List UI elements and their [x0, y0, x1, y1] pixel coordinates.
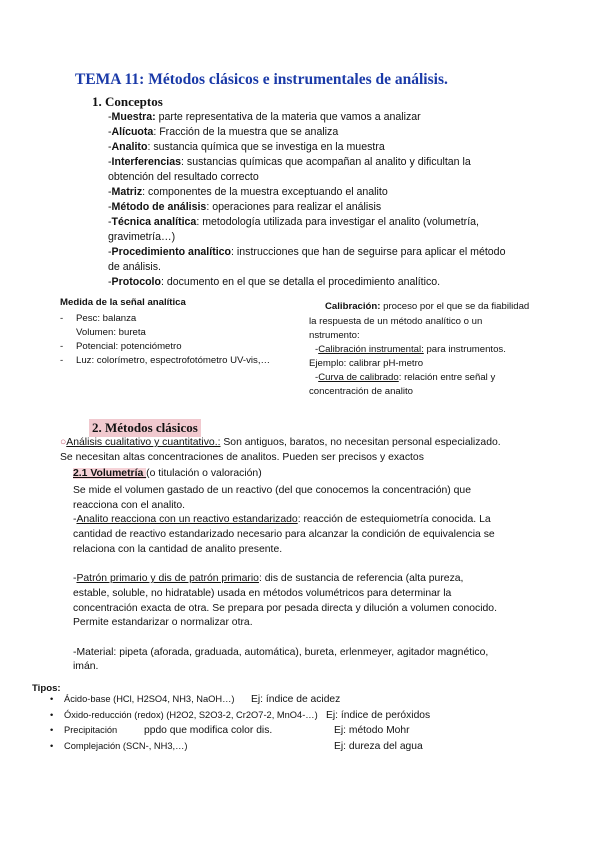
paragraph-line: estable, soluble, no hidratable) usada en métodos volumétricos para determinar la [73, 587, 452, 599]
paragraph-line: Se mide el volumen gastado de un reactivo (del que conocemos la concentración) que [73, 485, 471, 496]
paragraph-line: concentración exacta de otra. Se prepara por pesada directa y dilución a volumen conocido. [73, 602, 497, 614]
intro-line: Se necesitan altas concentraciones de analitos. Pueden ser precisos y exactos [60, 451, 424, 463]
list-item: -Técnica analítica: metodología utilizada para investigar el analito (volumetría, [108, 216, 479, 228]
medida-heading: Medida de la señal analítica [60, 297, 186, 308]
paragraph-line: cantidad de reactivo estandarizado necesario para alcanzar la condición de equivalencia se [73, 529, 495, 541]
list-item: -Alícuota: Fracción de la muestra que se analiza [108, 126, 339, 138]
list-item: -Protocolo: documento en el que se detalla el procedimiento analítico. [108, 276, 441, 288]
calibracion-line: nstrumento: [309, 330, 360, 341]
list-item: obtención del resultado correcto [108, 171, 259, 183]
list-item: - Potencial: potenciómetro [60, 341, 182, 352]
calibracion-definition: Calibración: proceso por el que se da fiabilidad [325, 301, 530, 312]
list-item: - Luz: colorímetro, espectrofotómetro UV-vis,… [60, 355, 271, 366]
paragraph-line: relaciona con la cantidad de analito presente. [73, 543, 283, 555]
tipos-list [50, 692, 430, 754]
list-item: -Interferencias: sustancias químicas que acompañan al analito y dificultan la [108, 156, 471, 168]
list-item: • Ácido-base (HCl, H2SO4, NH3, NaOH…) Ej: índice de acidez [50, 694, 341, 705]
list-item: -Analito: sustancia química que se investiga en la muestra [108, 141, 385, 153]
list-item: gravimetría…) [108, 231, 176, 243]
list-item: Volumen: bureta [76, 327, 146, 338]
list-item: -Muestra: parte representativa de la materia que vamos a analizar [108, 111, 421, 123]
volumetria-title: 2.1 Volumetría (o titulación o valoración) [73, 468, 262, 479]
paragraph-line: Permite estandarizar o normalizar otra. [73, 617, 253, 629]
calibracion-instrumental: -Calibración instrumental: para instrumentos. [315, 344, 506, 355]
volumetria-body [73, 484, 497, 675]
list-item: - Pesc: balanza [60, 313, 137, 324]
intro-line: ○Análisis cualitativo y cuantitativo.: Son antiguos, baratos, no necesitan personal especializado. [60, 437, 501, 448]
list-item: • Complejación (SCN-, NH3,…) Ej: dureza del agua [50, 740, 423, 752]
section-1-heading: 1. Conceptos [92, 94, 163, 109]
calibracion-block [309, 300, 529, 399]
concepts-list [108, 110, 505, 290]
paragraph-line: -Material: pipeta (aforada, graduada, automática), bureta, erlenmeyer, agitador magnético, [73, 646, 489, 658]
curva-calibrado-line: concentración de analito [309, 386, 414, 397]
paragraph-line: reacciona con el analito. [73, 499, 186, 511]
list-item: -Matriz: componentes de la muestra exceptuando el analito [108, 186, 388, 198]
paragraph-line: -Analito reacciona con un reactivo estandarizado: reacción de estequiometría conocida. La [73, 514, 491, 526]
list-item: de análisis. [108, 261, 161, 273]
list-item: • Precipitación ppdo que modifica color dis. Ej: método Mohr [50, 725, 410, 736]
list-item: • Óxido-reducción (redox) (H2O2, S2O3-2, Cr2O7-2, MnO4-…) Ej: índice de peróxidos [50, 709, 431, 721]
section-2-intro [60, 436, 501, 465]
section-2-heading: 2. Métodos clásicos [89, 419, 201, 437]
calibracion-ejemplo: Ejemplo: calibrar pH-metro [309, 358, 424, 369]
curva-calibrado: -Curva de calibrado: relación entre señal y [315, 372, 496, 383]
document-title: TEMA 11: Métodos clásicos e instrumentales de análisis. [75, 71, 448, 88]
list-item: -Método de análisis: operaciones para realizar el análisis [108, 201, 382, 213]
calibracion-line: la respuesta de un método analítico o un [309, 316, 483, 327]
paragraph-line: imán. [73, 661, 99, 673]
tipos-heading: Tipos: [32, 683, 61, 694]
list-item: -Procedimiento analítico: instrucciones que han de seguirse para aplicar el método [108, 246, 506, 258]
paragraph-line: -Patrón primario y dis de patrón primario: dis de sustancia de referencia (alta pureza, [73, 573, 464, 585]
medida-list [60, 312, 270, 368]
